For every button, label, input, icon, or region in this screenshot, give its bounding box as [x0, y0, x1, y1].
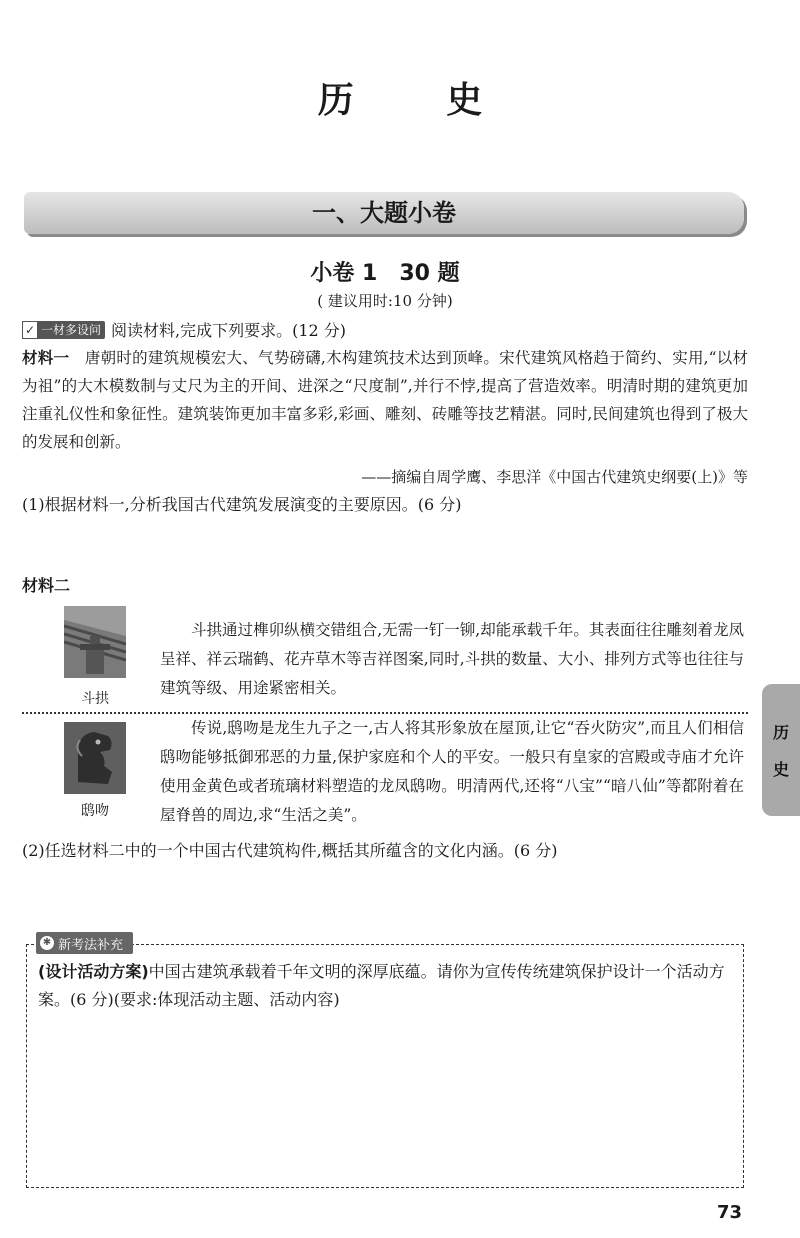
dougong-text: 斗拱通过榫卯纵横交错组合,无需一钉一铆,却能承载千年。其表面往往雕刻着龙凤呈祥、祥云瑞鹤、花卉草木等吉祥图案,同时,斗拱的数量、大小、排列方式等也往往与建筑等级、用途紧密相关。: [160, 621, 744, 697]
side-tab: [762, 684, 800, 816]
chiwen-caption: 鸱吻: [81, 803, 109, 819]
question-1: (1)根据材料一,分析我国古代建筑发展演变的主要原因。(6 分): [22, 495, 462, 514]
supplement-label: (设计活动方案): [38, 962, 149, 981]
question-2: (2)任选材料二中的一个中国古代建筑构件,概括其所蕴含的文化内涵。(6 分): [22, 841, 558, 860]
lightbulb-icon: ✱: [40, 936, 54, 950]
material1-text: 唐朝时的建筑规模宏大、气势磅礴,木构建筑技术达到顶峰。宋代建筑风格趋于简约、实用,“以材为祖”的大木模数制与丈尺为主的开间、进深之“尺度制”,并行不悖,提高了营造效率。明清时期的建筑更加注重礼仪性和象征性。建筑装饰更加丰富多彩,彩画、雕刻、砖雕等技艺精湛。同时,民间建筑也得到了极大的发展和创新。: [22, 349, 748, 451]
material2-label: 材料二: [22, 576, 71, 595]
page-title: 历 史: [317, 79, 523, 121]
supplement-tag: [36, 932, 133, 954]
badge-label: 一材多设问: [41, 323, 102, 337]
question-type-badge: [22, 321, 105, 339]
question-header: [22, 318, 346, 341]
supplement-tag-label: 新考法补充: [58, 937, 124, 953]
material1-label: 材料一: [22, 349, 70, 367]
side-tab-char: 历: [772, 723, 789, 742]
quiz-subtitle: 小卷 1 30 题: [310, 261, 460, 286]
question-prompt: 阅读材料,完成下列要求。(12 分): [111, 321, 347, 340]
page-number: 73: [716, 1202, 742, 1223]
dougong-caption: 斗拱: [81, 691, 109, 707]
material1-source: ——摘编自周学鹰、李思洋《中国古代建筑史纲要(上)》等: [361, 468, 748, 486]
supplement-body: 中国古建筑承载着千年文明的深厚底蕴。请你为宣传传统建筑保护设计一个活动方案。(6 分)(要求:体现活动主题、活动内容): [38, 962, 725, 1009]
section-banner: 一、大题小卷: [24, 192, 744, 234]
side-tab-char: 史: [772, 760, 789, 779]
chiwen-text: 传说,鸱吻是龙生九子之一,古人将其形象放在屋顶,让它“吞火防灾”,而且人们相信鸱吻能够抵御邪恶的力量,保护家庭和个人的平安。一般只有皇家的宫殿或寺庙才允许使用金黄色或者琉璃材料塑造的龙凤鸱吻。明清两代,还将“八宝”“暗八仙”等都附着在屋脊兽的周边,求“生活之美”。: [160, 719, 744, 824]
chiwen-image: [64, 722, 126, 794]
supplement-text: [38, 958, 738, 1014]
dougong-image: [64, 606, 126, 678]
check-icon: ✓: [22, 321, 38, 339]
time-hint: ( 建议用时:10 分钟): [317, 292, 453, 310]
material1: [22, 344, 748, 456]
